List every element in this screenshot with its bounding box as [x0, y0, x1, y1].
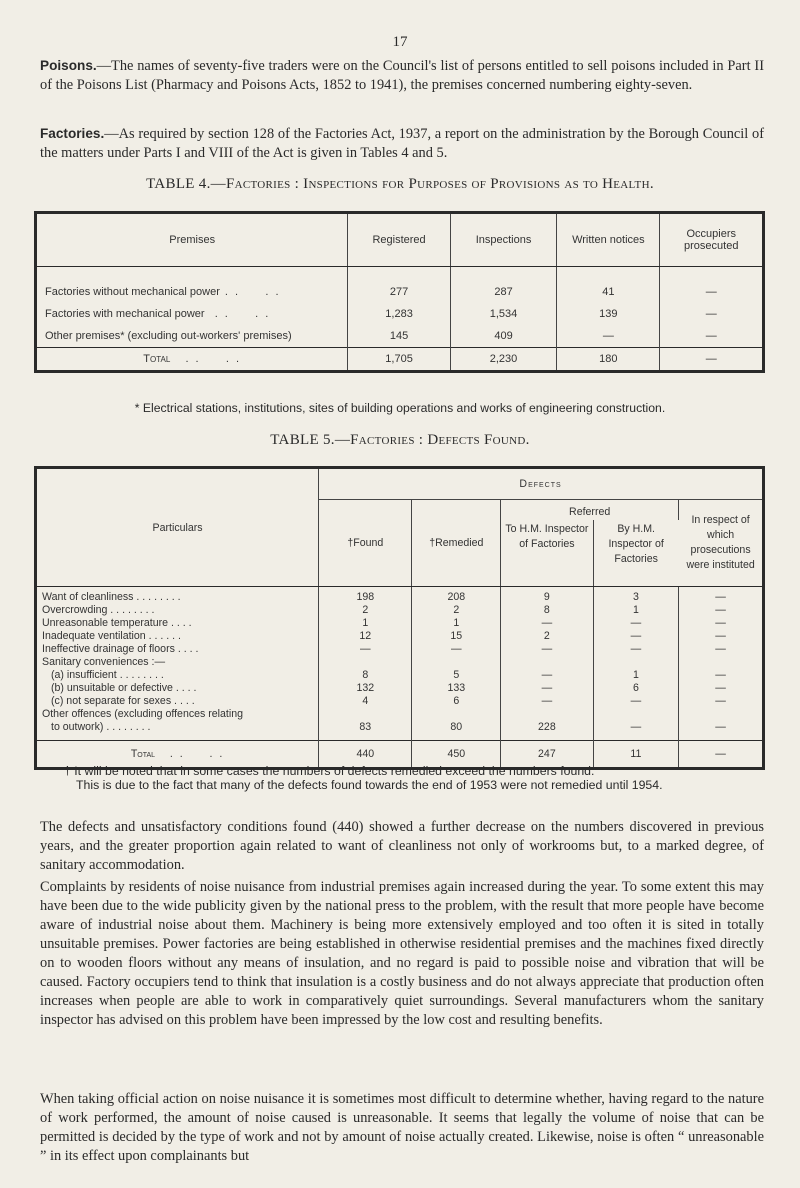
- table-row: [36, 267, 764, 304]
- table5-row-label: Overcrowding . . . . . . . .: [36, 604, 319, 617]
- table5-caption-title: Factories : Defects Found.: [350, 432, 530, 448]
- cell-to-hm: —: [501, 643, 593, 656]
- cell-prosecutions: —: [715, 669, 726, 681]
- leader-dots: . . . .: [155, 747, 225, 760]
- cell-found: 83: [319, 721, 412, 741]
- cell-remedied: 5: [412, 669, 501, 682]
- table-row: [36, 708, 764, 721]
- cell-prosecutions: —: [715, 591, 726, 603]
- table4-total-row: [36, 348, 764, 372]
- table4-header-premises: Premises: [36, 213, 348, 267]
- total-remedied: 450: [412, 741, 501, 769]
- total-found: 440: [319, 741, 412, 769]
- cell-prosecutions: [679, 656, 764, 669]
- cell-to-hm: 2: [501, 630, 593, 643]
- table5-row-label: (b) unsuitable or defective . . . .: [36, 682, 319, 695]
- table5-row-label: Other offences (excluding offences relating: [36, 708, 319, 721]
- table5-header-found: †Found: [319, 500, 412, 587]
- table5-header-referred: Referred: [501, 500, 679, 521]
- cell-to-hm: 8: [501, 604, 593, 617]
- cell-to-hm: —: [501, 669, 593, 682]
- cell-to-hm: [501, 656, 593, 669]
- cell-inspections: 409: [450, 325, 556, 348]
- total-by-hm: 11: [593, 741, 679, 769]
- cell-found: —: [319, 643, 412, 656]
- cell-remedied: 6: [412, 695, 501, 708]
- table4-footnote: * Electrical stations, institutions, sites of building operations and works of engineering construction.: [134, 401, 666, 415]
- row-label-text: Other premises* (excluding out-workers' premises): [45, 330, 292, 342]
- page-number: 17: [392, 34, 408, 50]
- cell-found: 2: [319, 604, 412, 617]
- table5-header-by-hm: By H.M. Inspector of Factories: [593, 520, 679, 587]
- table4-total-label: [36, 348, 348, 372]
- factories-heading: Factories.: [40, 126, 105, 141]
- cell-remedied: [412, 656, 501, 669]
- cell-by-hm: 1: [593, 669, 679, 682]
- table-row: [36, 325, 764, 348]
- table5-header-row-1: [36, 468, 764, 500]
- cell-found: 4: [319, 695, 412, 708]
- cell-prosecuted: —: [705, 286, 717, 298]
- cell-by-hm: 3: [593, 587, 679, 605]
- table4-caption: [0, 176, 800, 193]
- table4-header-written-notices: Written notices: [557, 213, 660, 267]
- table5-row-label: Unreasonable temperature . . . .: [36, 617, 319, 630]
- total-label-text: Total: [130, 747, 156, 760]
- cell-remedied: 1: [412, 617, 501, 630]
- table4-header-registered: Registered: [348, 213, 450, 267]
- cell-to-hm: [501, 708, 593, 721]
- cell-by-hm: —: [593, 643, 679, 656]
- cell-by-hm: —: [593, 617, 679, 630]
- table-row: [36, 669, 764, 682]
- cell-by-hm: —: [593, 721, 679, 741]
- cell-found: [319, 708, 412, 721]
- poisons-heading: Poisons.: [40, 58, 97, 73]
- table5-row-label: to outwork) . . . . . . . .: [36, 721, 319, 741]
- table4-factory-inspections: [34, 211, 765, 373]
- cell-found: 198: [319, 587, 412, 605]
- table4-caption-prefix: TABLE 4.—: [146, 176, 226, 192]
- table4-caption-title: Factories : Inspections for Purposes of Provisions as to Health.: [225, 176, 654, 192]
- cell-by-hm: 6: [593, 682, 679, 695]
- cell-inspections: 287: [450, 267, 556, 304]
- leader-dots: . . . .: [204, 308, 271, 320]
- table5-header-remedied: †Remedied: [412, 500, 501, 587]
- cell-by-hm: —: [593, 630, 679, 643]
- poisons-paragraph: [40, 56, 764, 95]
- cell-found: 8: [319, 669, 412, 682]
- cell-by-hm: —: [593, 695, 679, 708]
- total-prosecutions: —: [679, 741, 764, 769]
- cell-to-hm: —: [501, 682, 593, 695]
- factories-text: —As required by section 128 of the Factories Act, 1937, a report on the administration by the Borough Council of the matters under Parts I and VIII of the Act is given in Tables 4 and 5.: [40, 126, 764, 161]
- table4-header-row: [36, 213, 764, 267]
- table5-caption: [0, 432, 800, 449]
- body-paragraph-2: Complaints by residents of noise nuisance from industrial premises again increased during the year. To some extent this may have been due to the wide publicity given by the national press to the problem, with the result that more people have become aware of industrial noise about them. Machinery is being more extensively employed and too often it is sited in totally unsuitable premises. Power factories are being established in otherwise residential premises and the machines fixed directly on to wooden floors without any means of insulation, and no regard is paid to possible noise and vibration that will be caused. Factory occupiers tend to think that insulation is a costly business and do not always appreciate that production often increases when people are able to work in comparatively quiet surroundings. Several manufacturers whom the sanitary inspector has advised on this problem have been impressed by the low cost and resulting benefits.: [40, 879, 764, 1028]
- cell-registered: 277: [348, 267, 450, 304]
- total-registered: 1,705: [348, 348, 450, 372]
- table4-row-label: [36, 267, 348, 304]
- cell-found: 1: [319, 617, 412, 630]
- row-label-text: Factories without mechanical power: [45, 286, 220, 298]
- cell-to-hm: —: [501, 695, 593, 708]
- body-paragraph-3: When taking official action on noise nuisance it is sometimes most difficult to determine whether, having regard to the nature of work performed, the amount of noise caused is unreasonable. It seems that legally the volume of noise that can be permitted is decided by the type of work and not by amount of noise actually created. Likewise, noise is often “ unreasonable ” in its effect upon complainants but: [40, 1091, 764, 1164]
- row-label-text: Factories with mechanical power: [45, 308, 205, 320]
- table4-row-label: [36, 303, 348, 325]
- table5-row-label: (c) not separate for sexes . . . .: [36, 695, 319, 708]
- cell-remedied: [412, 708, 501, 721]
- table5-row-label: Want of cleanliness . . . . . . . .: [36, 587, 319, 605]
- cell-registered: 1,283: [348, 303, 450, 325]
- cell-remedied: 133: [412, 682, 501, 695]
- cell-prosecutions: —: [715, 617, 726, 629]
- total-to-hm: 247: [501, 741, 593, 769]
- cell-remedied: 15: [412, 630, 501, 643]
- table5-row-label: Sanitary conveniences :—: [36, 656, 319, 669]
- table5-header-defects: Defects: [319, 468, 764, 500]
- table5-header-prosecutions: In respect of which prosecutions were instituted: [679, 500, 764, 587]
- table5-row-label: Ineffective drainage of floors . . . .: [36, 643, 319, 656]
- cell-prosecutions: —: [715, 630, 726, 642]
- cell-to-hm: —: [501, 617, 593, 630]
- table-row: [36, 303, 764, 325]
- cell-prosecutions: —: [715, 721, 726, 733]
- factories-paragraph: [40, 124, 764, 163]
- table-row: [36, 630, 764, 643]
- cell-to-hm: 228: [501, 721, 593, 741]
- table-row: [36, 643, 764, 656]
- cell-prosecutions: —: [715, 695, 726, 707]
- total-inspections: 2,230: [450, 348, 556, 372]
- cell-notices: —: [557, 325, 660, 348]
- table-row: [36, 656, 764, 669]
- footnote-line-1: † It will be noted that in some cases the numbers of defects remedied exceed the numbers found.: [64, 764, 595, 778]
- table4-row-label: [36, 325, 348, 348]
- cell-remedied: 208: [412, 587, 501, 605]
- cell-remedied: —: [412, 643, 501, 656]
- cell-prosecutions: —: [715, 604, 726, 616]
- cell-notices: 139: [557, 303, 660, 325]
- table-row: [36, 617, 764, 630]
- cell-registered: 145: [348, 325, 450, 348]
- table5-row-label: Inadequate ventilation . . . . . .: [36, 630, 319, 643]
- total-notices: 180: [557, 348, 660, 372]
- table-row: [36, 695, 764, 708]
- cell-by-hm: [593, 708, 679, 721]
- cell-prosecuted: —: [705, 330, 717, 342]
- table5-header-to-hm: To H.M. Inspector of Factories: [501, 520, 593, 587]
- cell-prosecutions: —: [715, 643, 726, 655]
- poisons-text: —The names of seventy-five traders were on the Council's list of persons entitled to sell poisons included in Part II of the Poisons List (Pharmacy and Poisons Acts, 1852 to 1941), the premises concerned numbering eighty-seven.: [40, 58, 764, 93]
- cell-to-hm: 9: [501, 587, 593, 605]
- cell-notices: 41: [557, 267, 660, 304]
- footnote-line-2: This is due to the fact that many of the defects found towards the end of 1953 were not remedied until 1954.: [76, 778, 663, 792]
- table5-row-label: (a) insufficient . . . . . . . .: [36, 669, 319, 682]
- table4-header-occupiers-prosecuted: Occupiers prosecuted: [660, 213, 764, 267]
- table5-header-particulars: Particulars: [36, 468, 319, 587]
- cell-prosecuted: —: [705, 308, 717, 320]
- table-row: [36, 721, 764, 741]
- table5-defects-found: [34, 466, 765, 770]
- table-row: [36, 587, 764, 605]
- table4-header-inspections: Inspections: [450, 213, 556, 267]
- table-row: [36, 604, 764, 617]
- total-prosecuted: —: [660, 348, 764, 372]
- table5-caption-prefix: TABLE 5.—: [270, 432, 351, 448]
- table-row: [36, 682, 764, 695]
- cell-prosecutions: [679, 708, 764, 721]
- cell-found: [319, 656, 412, 669]
- cell-remedied: 80: [412, 721, 501, 741]
- cell-found: 12: [319, 630, 412, 643]
- total-label-text: Total: [143, 353, 171, 365]
- leader-dots: . . . .: [219, 286, 281, 298]
- leader-dots: . . . .: [170, 353, 242, 365]
- cell-inspections: 1,534: [450, 303, 556, 325]
- cell-remedied: 2: [412, 604, 501, 617]
- cell-found: 132: [319, 682, 412, 695]
- cell-by-hm: 1: [593, 604, 679, 617]
- table5-footnote: [64, 764, 768, 792]
- cell-prosecutions: —: [715, 682, 726, 694]
- body-paragraph-1: The defects and unsatisfactory conditions found (440) showed a further decrease on the numbers discovered in previous years, and the greater proportion again related to want of cleanliness not only of workrooms but, to a marked degree, of sanitary accommodation.: [40, 819, 764, 873]
- cell-by-hm: [593, 656, 679, 669]
